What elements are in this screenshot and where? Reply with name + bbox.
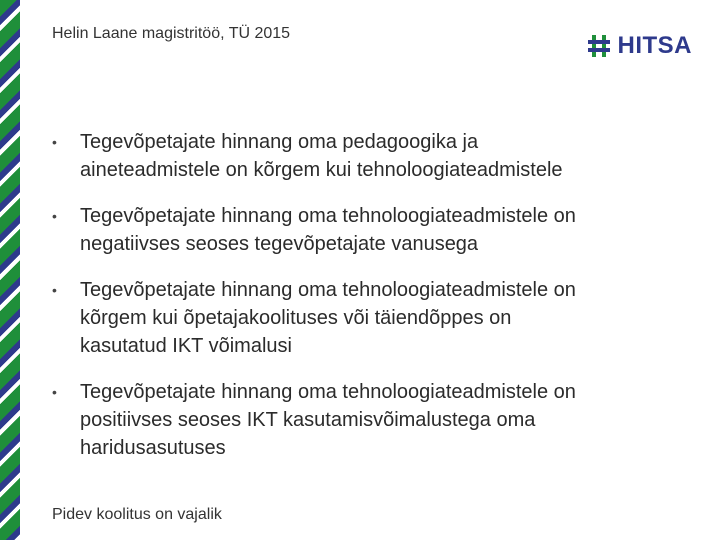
bullet-icon: • [52, 384, 57, 400]
slide-footer: Pidev koolitus on vajalik [52, 506, 222, 523]
bullet-list [52, 128, 692, 480]
slide-header: Helin Laane magistritöö, TÜ 2015 [52, 25, 291, 42]
bullet-text [80, 378, 692, 462]
bullet-line: positiivses seoses IKT kasutamisvõimalustega oma [80, 409, 536, 431]
bullet-line: negatiivses seoses tegevõpetajate vanusega [80, 233, 479, 255]
hash-icon [586, 33, 612, 59]
bullet-icon: • [52, 282, 57, 298]
bullet-item [52, 128, 692, 184]
bullet-text [80, 128, 692, 184]
bullet-item [52, 378, 692, 462]
logo-text: HITSA [617, 32, 692, 59]
bullet-line: Tegevõpetajate hinnang oma tehnoloogiateadmistele on [80, 279, 576, 301]
decorative-left-strip [0, 0, 22, 540]
bullet-icon: • [52, 134, 57, 150]
bullet-item [52, 276, 692, 360]
bullet-item [52, 202, 692, 258]
bullet-line: Tegevõpetajate hinnang oma pedagoogika ja [80, 131, 479, 153]
bullet-line: aineteadmistele on kõrgem kui tehnoloogiateadmistele [80, 159, 563, 181]
bullet-line: haridusasutuses [80, 437, 226, 459]
bullet-text [80, 202, 692, 258]
bullet-line: Tegevõpetajate hinnang oma tehnoloogiateadmistele on [80, 381, 576, 403]
bullet-line: kõrgem kui õpetajakoolituses või täiendõppes on [80, 307, 512, 329]
bullet-text [80, 276, 692, 360]
bullet-line: kasutatud IKT võimalusi [80, 335, 292, 357]
bullet-line: Tegevõpetajate hinnang oma tehnoloogiateadmistele on [80, 205, 576, 227]
hitsa-logo [586, 32, 693, 60]
bullet-icon: • [52, 208, 57, 224]
